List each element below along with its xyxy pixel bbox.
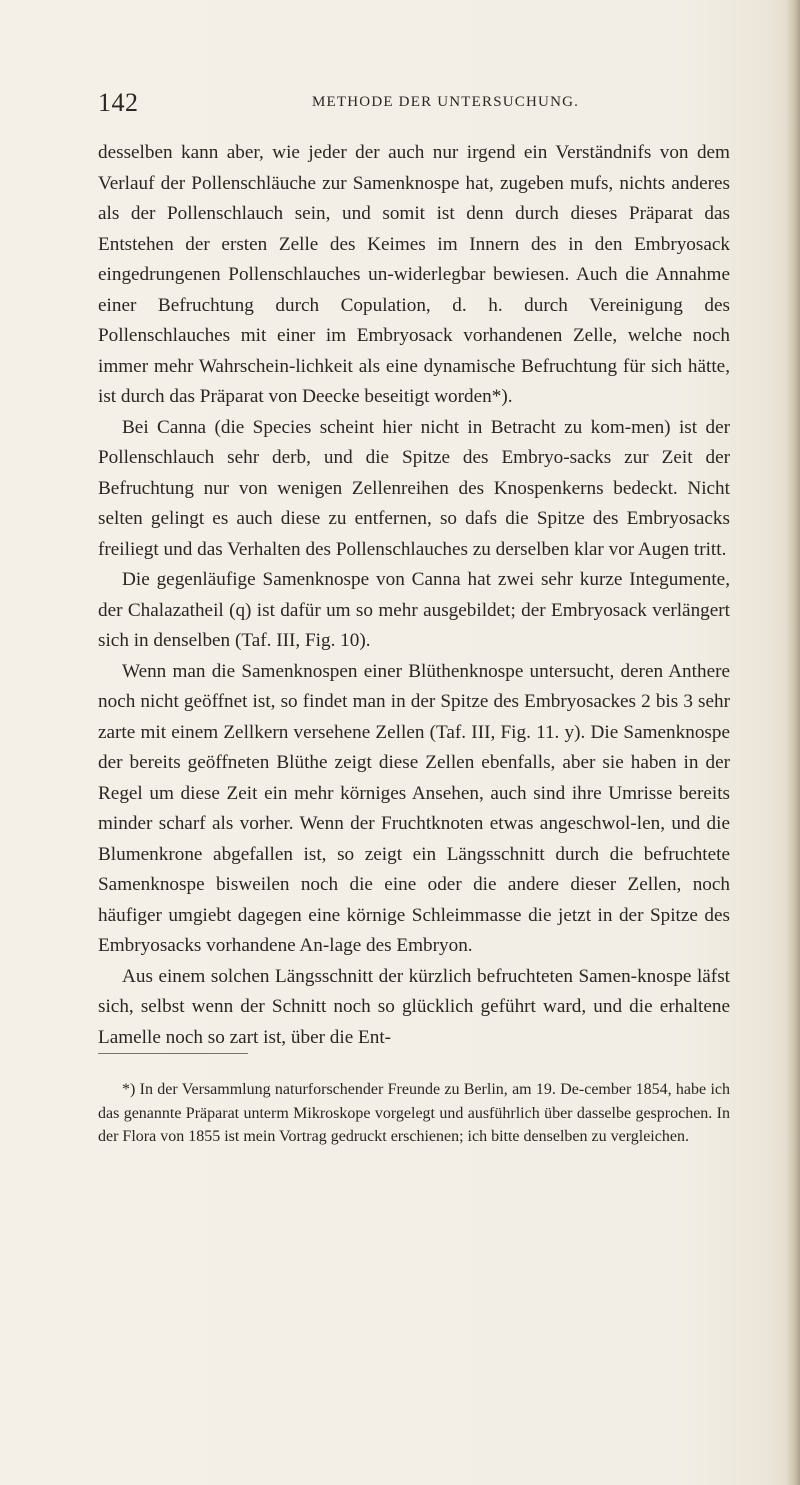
paragraph: Wenn man die Samenknospen einer Blüthenknospe untersucht, deren Anthere noch nicht geöffnet ist, so findet man in der Spitze des Embryosackes 2 bis 3 sehr zarte mit einem Zellkern versehene Zellen (Taf. III, Fig. 11. y). Die Samenknospe der bereits geöffneten Blüthe zeigt diese Zellen ebenfalls, aber sie haben in der Regel um diese Zeit ein mehr körniges Ansehen, auch sind ihre Umrisse bereits minder scharf als vorher. Wenn der Fruchtknoten etwas angeschwol-len, und die Blumenkrone abgefallen ist, so zeigt ein Längsschnitt durch die befruchtete Samenknospe bisweilen noch die eine oder die andere dieser Zellen, noch häufiger umgiebt dagegen eine körnige Schleimmasse die jetzt in der Spitze des Embryosacks vorhandene An-lage des Embryon. [98, 660, 730, 956]
running-title: METHODE DER UNTERSUCHUNG. [312, 94, 580, 110]
page-number: 142 [98, 88, 139, 117]
paragraph: desselben kann aber, wie jeder der auch nur irgend ein Verständnifs von dem Verlauf der Pollenschläuche zur Samenknospe hat, zugeben mufs, nichts anderes als der Pollenschlauch sein, und somit ist denn durch dieses Präparat das Entstehen der ersten Zelle des Keimes im Innern des in den Embryosack eingedrungenen Pollenschlauches un-widerlegbar bewiesen. Auch die Annahme einer Befruchtung durch Copulation, d. h. durch Vereinigung des Pollenschlauches mit einer im Embryosack vorhandenen Zelle, welche noch immer mehr Wahrschein-lichkeit als eine dynamische Befruchtung für sich hätte, ist durch das Präparat von Deecke beseitigt worden*). [98, 142, 730, 407]
paragraph: Die gegenläufige Samenknospe von Canna hat zwei sehr kurze Integumente, der Chalazatheil (q) ist dafür um so mehr ausgebildet; der Embryosack verlängert sich in denselben (Taf. III, Fig. 10). [98, 569, 730, 651]
paragraph: Bei Canna (die Species scheint hier nicht in Betracht zu kom-men) ist der Pollenschlauch sehr derb, und die Spitze des Embryo-sacks zur Zeit der Befruchtung nur von wenigen Zellenreihen des Knospenkerns bedeckt. Nicht selten gelingt es auch diese zu entfernen, so dafs die Spitze des Embryosacks freiliegt und das Verhalten des Pollenschlauches zu derselben klar vor Augen tritt. [98, 416, 730, 560]
page-header [98, 88, 728, 118]
footnote: *) In der Versammlung naturforschender Freunde zu Berlin, am 19. De-cember 1854, habe ich das genannte Präparat unterm Mikroskope vorgelegt und ausführlich über dasselbe gesprochen. In der Flora von 1855 ist mein Vortrag gedruckt erschienen; ich bitte denselben zu vergleichen. [98, 1081, 730, 1145]
footnote-divider [98, 1053, 248, 1054]
paragraph: Aus einem solchen Längsschnitt der kürzlich befruchteten Samen-knospe läfst sich, selbst wenn der Schnitt noch so glücklich geführt ward, und die erhaltene Lamelle noch so zart ist, über die Ent- [98, 965, 730, 1048]
page-edge-shadow [786, 0, 800, 1485]
body-text [98, 138, 730, 1053]
